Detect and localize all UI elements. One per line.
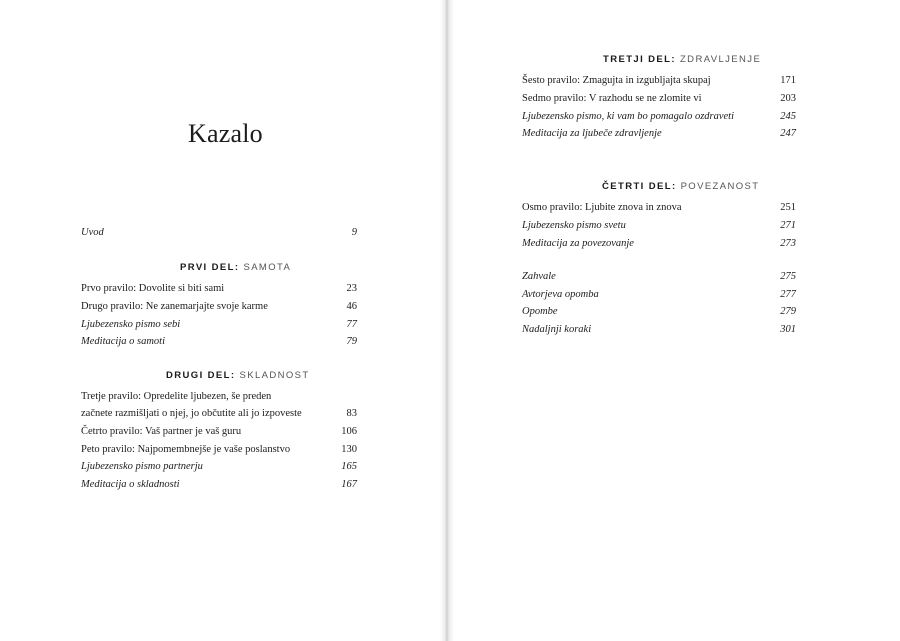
toc-entry-label: Prvo pravilo: Dovolite si biti sami: [81, 283, 225, 294]
toc-entry-page: 277: [780, 289, 796, 300]
toc-entry-page: 23: [346, 283, 357, 294]
section-heading-part-2: [166, 370, 310, 381]
toc-entry-label: Šesto pravilo: Zmagujta in izgubljajta skupaj: [522, 75, 711, 86]
section-name: SKLADNOST: [239, 370, 310, 381]
toc-entry-label: Ljubezensko pismo svetu: [522, 220, 626, 231]
toc-entry-page: 167: [341, 479, 357, 490]
toc-entry-label: Zahvale: [522, 271, 556, 282]
toc-entry-page: 83: [346, 408, 357, 419]
section-heading-part-4: [602, 181, 760, 192]
toc-entry-page: 9: [351, 227, 357, 238]
section-heading-part-1: [180, 262, 291, 273]
toc-entry-label: Meditacija za povezovanje: [522, 238, 634, 249]
toc-entry-page: 165: [341, 461, 357, 472]
toc-entry-label: Sedmo pravilo: V razhodu se ne zlomite vi: [522, 93, 702, 104]
section-prefix: PRVI DEL:: [180, 262, 240, 273]
toc-entry-label: Opombe: [522, 306, 558, 317]
toc-entry-label: Uvod: [81, 227, 104, 238]
page-title: Kazalo: [188, 119, 263, 148]
toc-entry-label: Tretje pravilo: Opredelite ljubezen, še preden: [81, 391, 272, 402]
toc-entry-page: 79: [346, 336, 357, 347]
toc-entry-label: Ljubezensko pismo sebi: [81, 319, 181, 330]
toc-entry-label: Meditacija o samoti: [81, 336, 165, 347]
toc-entry-page: 245: [780, 111, 796, 122]
toc-entry-page: 130: [341, 444, 357, 455]
toc-entry-page: 46: [346, 301, 357, 312]
section-name: POVEZANOST: [680, 181, 760, 192]
section-name: ZDRAVLJENJE: [679, 54, 762, 65]
book-gutter: [440, 0, 454, 641]
toc-entry-page: 77: [346, 319, 357, 330]
toc-entry-page: 171: [780, 75, 796, 86]
toc-entry-page: 279: [780, 306, 796, 317]
section-prefix: DRUGI DEL:: [166, 370, 236, 381]
toc-entry-page: 251: [780, 202, 796, 213]
toc-entry-label: Ljubezensko pismo partnerju: [81, 461, 203, 472]
section-name: SAMOTA: [243, 262, 292, 273]
toc-entry-label: Ljubezensko pismo, ki vam bo pomagalo ozdraveti: [522, 111, 735, 122]
section-heading-part-3: [603, 54, 761, 65]
toc-entry-label: Nadaljnji koraki: [522, 324, 592, 335]
toc-entry-label: Meditacija za ljubeče zdravljenje: [522, 128, 662, 139]
toc-entry-page: 203: [780, 93, 796, 104]
toc-entry-label: Meditacija o skladnosti: [81, 479, 180, 490]
toc-entry-page: 271: [780, 220, 796, 231]
left-page: [0, 0, 446, 641]
toc-entry-page: 247: [780, 128, 796, 139]
toc-entry-label: Avtorjeva opomba: [522, 289, 599, 300]
toc-entry-label: Peto pravilo: Najpomembnejše je vaše poslanstvo: [81, 444, 291, 455]
section-prefix: ČETRTI DEL:: [602, 181, 677, 192]
toc-entry-page: 301: [780, 324, 796, 335]
toc-entry-page: 106: [341, 426, 357, 437]
section-prefix: TRETJI DEL:: [603, 54, 676, 65]
toc-entry-label: Osmo pravilo: Ljubite znova in znova: [522, 202, 682, 213]
toc-entry-label: Drugo pravilo: Ne zanemarjajte svoje karme: [81, 301, 268, 312]
toc-entry-label: Četrto pravilo: Vaš partner je vaš guru: [81, 426, 242, 437]
toc-entry-page: 273: [780, 238, 796, 249]
toc-entry-label: začnete razmišljati o njej, jo občutite ali jo izpoveste: [81, 408, 302, 419]
toc-entry-page: 275: [780, 271, 796, 282]
